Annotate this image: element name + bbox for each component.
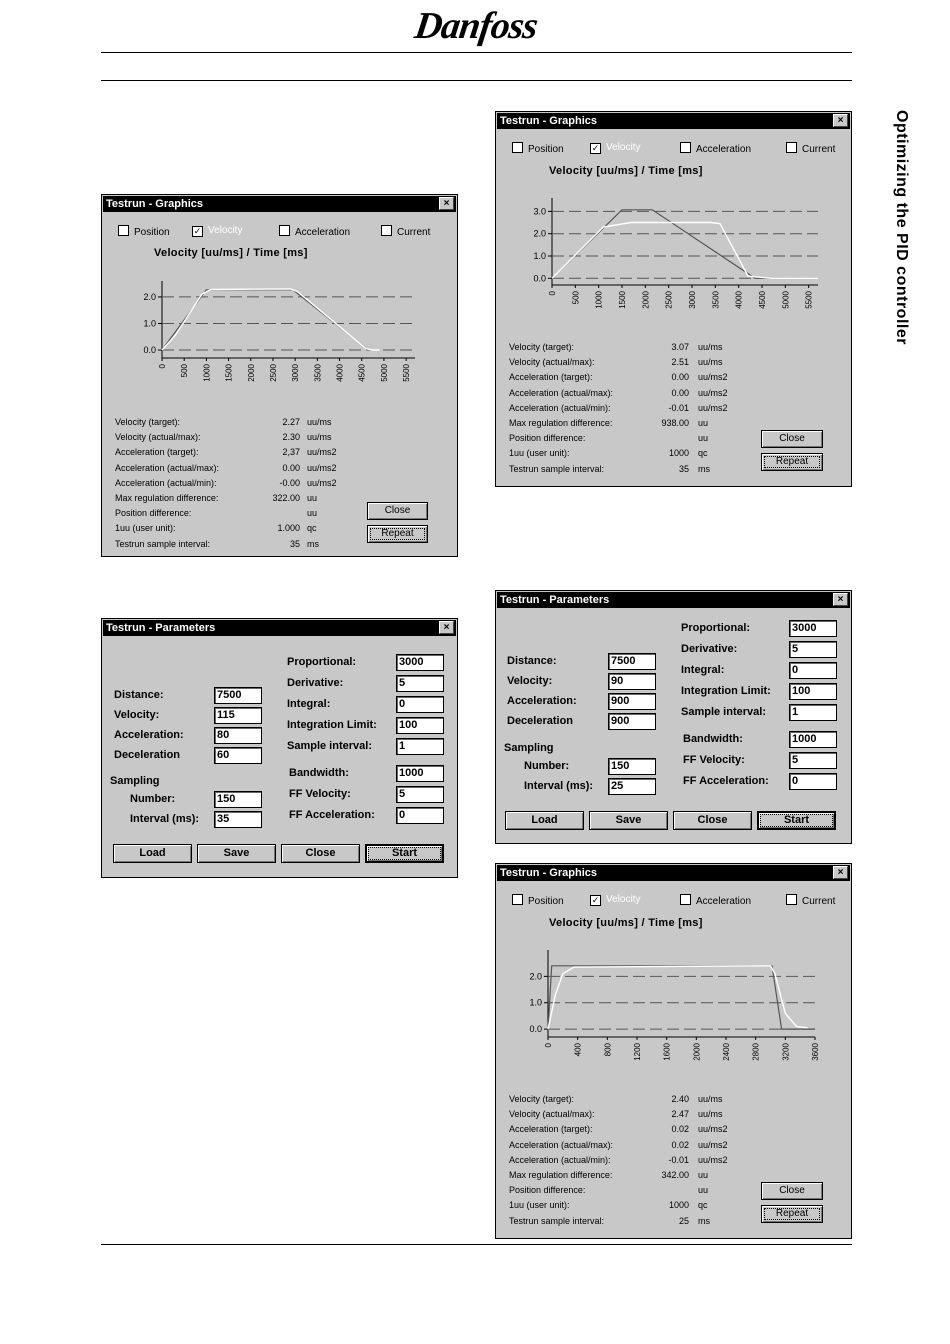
info-value: 2.27 [282, 417, 300, 427]
checkbox-icon [279, 225, 290, 236]
info-row [509, 1153, 739, 1168]
load-button[interactable]: Load [505, 811, 584, 830]
param-input[interactable]: 7500 [214, 687, 262, 704]
param-input[interactable]: 7500 [608, 653, 656, 670]
param-label: Sample interval: [681, 706, 766, 718]
y-tick-label: 0.0 [529, 1024, 542, 1035]
info-row [509, 1092, 739, 1107]
info-unit: ms [698, 463, 710, 474]
info-unit: uu/ms [698, 1109, 723, 1120]
checkbox-current[interactable]: Current [381, 225, 430, 239]
header-rule [101, 52, 852, 53]
info-label: Acceleration (actual/max): [115, 462, 220, 473]
param-input[interactable]: 1000 [396, 765, 444, 782]
param-label: Distance: [507, 655, 557, 667]
info-row [509, 1168, 739, 1183]
x-tick-label: 1200 [633, 1043, 642, 1061]
info-label: Acceleration (actual/min): [509, 1154, 611, 1165]
info-value: 35 [678, 463, 689, 474]
info-unit: uu/ms [307, 417, 332, 427]
info-row [115, 415, 345, 430]
param-label: Acceleration: [114, 729, 184, 741]
param-label: Deceleration [114, 749, 181, 761]
param-label: Acceleration: [507, 695, 577, 707]
x-tick-label: 5500 [402, 364, 412, 382]
close-icon[interactable]: × [833, 866, 848, 879]
x-tick-label: 0 [544, 1043, 553, 1048]
x-tick-label: 4500 [758, 291, 767, 309]
velocity-chart [518, 942, 828, 1082]
info-label: Max regulation difference: [509, 417, 613, 428]
param-input[interactable]: 0 [789, 662, 837, 679]
info-value: 2.51 [671, 357, 689, 368]
info-value: 0.00 [671, 372, 689, 383]
y-tick-label: 2.0 [529, 971, 542, 982]
title-bar: Testrun - Parameters [497, 592, 850, 608]
x-tick-label: 1500 [618, 291, 627, 309]
param-input[interactable]: 60 [214, 747, 262, 764]
param-label: Derivative: [681, 643, 738, 655]
info-row [115, 430, 345, 445]
info-label: Testrun sample interval: [509, 463, 605, 474]
close-button[interactable]: Close [761, 1182, 823, 1200]
info-label: Acceleration (actual/max): [509, 1139, 614, 1150]
param-input[interactable]: 100 [396, 717, 444, 734]
info-label: Position difference: [509, 433, 586, 444]
param-input[interactable]: 0 [789, 773, 837, 790]
param-input[interactable]: 1000 [789, 731, 837, 748]
info-unit: uu [698, 433, 709, 444]
y-tick-label: 3.0 [533, 206, 546, 217]
param-label: Velocity: [114, 709, 160, 721]
info-row [509, 446, 739, 461]
info-row [115, 445, 345, 460]
info-value: 25 [678, 1215, 689, 1226]
info-row [509, 355, 739, 370]
x-tick-label: 3200 [781, 1043, 791, 1061]
checkbox-velocity[interactable]: ✓ Velocity [193, 225, 243, 236]
info-unit: ms [698, 1215, 710, 1226]
repeat-button[interactable]: Repeat [761, 1205, 823, 1223]
start-button[interactable]: Start [365, 844, 444, 863]
x-tick-label: 5000 [781, 291, 791, 309]
checkbox-icon [381, 225, 392, 236]
velocity-chart [132, 271, 427, 411]
checkbox-position[interactable]: Position [512, 894, 564, 908]
info-value: 1000 [668, 448, 689, 459]
checkbox-velocity[interactable]: ✓ Velocity [591, 142, 641, 153]
info-row [115, 461, 345, 476]
param-label: Deceleration [507, 715, 574, 727]
info-label: Acceleration (target): [115, 447, 199, 458]
info-value: 0.02 [671, 1139, 689, 1150]
checkbox-acceleration[interactable]: Acceleration [279, 225, 350, 239]
checkbox-position[interactable]: Position [512, 142, 564, 156]
info-row [509, 462, 739, 477]
x-tick-label: 3500 [313, 364, 323, 382]
info-row [509, 1198, 739, 1213]
checkbox-icon [512, 894, 523, 905]
info-label: Position difference: [115, 508, 192, 519]
info-value: -0.01 [668, 1154, 689, 1165]
info-unit: uu [307, 508, 318, 519]
x-tick-label: 800 [603, 1043, 613, 1057]
checkmark-icon: ✓ [591, 895, 600, 905]
param-input[interactable]: 115 [214, 707, 262, 724]
param-label: FF Acceleration: [683, 775, 769, 787]
info-value: 2,37 [282, 447, 300, 458]
param-label: Proportional: [681, 622, 751, 634]
info-label: 1uu (user unit): [509, 448, 570, 459]
info-list [115, 415, 345, 552]
info-unit: qc [698, 1200, 708, 1211]
param-input[interactable]: 35 [214, 811, 262, 828]
info-unit: uu [698, 417, 709, 428]
info-value: 322.00 [272, 492, 300, 503]
info-unit: uu/ms2 [698, 372, 728, 383]
param-label: Number: [130, 793, 176, 805]
info-label: Testrun sample interval: [509, 1215, 605, 1226]
info-label: Acceleration (actual/min): [115, 477, 217, 488]
info-row [115, 537, 345, 552]
param-label: FF Velocity: [289, 788, 351, 800]
y-tick-label: 1.0 [533, 251, 546, 261]
info-label: Velocity (target): [509, 1094, 575, 1104]
y-tick-label: 1.0 [529, 997, 542, 1008]
info-value: 342.00 [661, 1169, 689, 1180]
param-input[interactable]: 5 [396, 675, 444, 692]
info-unit: uu/ms2 [698, 402, 728, 413]
x-tick-label: 1000 [202, 364, 212, 382]
checkbox-icon [680, 142, 691, 153]
info-row [115, 521, 345, 536]
info-label: Velocity (actual/max): [509, 1109, 595, 1120]
info-label: Max regulation difference: [115, 492, 219, 503]
info-value: -0.00 [279, 477, 300, 488]
close-button[interactable]: Close [367, 502, 428, 520]
info-label: Velocity (target): [115, 417, 181, 427]
info-row [509, 401, 739, 416]
info-unit: uu/ms2 [698, 1139, 728, 1150]
info-unit: uu/ms [698, 357, 723, 368]
checkbox-icon [680, 894, 691, 905]
param-label: Derivative: [287, 677, 344, 689]
series-line-0 [552, 210, 818, 278]
param-input[interactable]: 80 [214, 727, 262, 744]
param-input[interactable]: 0 [396, 807, 444, 824]
info-value: 2.30 [282, 432, 300, 443]
info-unit: qc [307, 523, 317, 534]
x-tick-label: 3600 [811, 1043, 820, 1061]
param-input[interactable]: 900 [608, 693, 656, 710]
checkbox-icon [512, 142, 523, 153]
chart-title: Velocity [uu/ms] / Time [ms] [549, 165, 703, 177]
checkmark-icon: ✓ [193, 226, 202, 236]
close-button[interactable]: Close [761, 430, 823, 448]
info-row [509, 340, 739, 355]
info-label: 1uu (user unit): [115, 523, 176, 534]
info-label: Acceleration (actual/min): [509, 402, 611, 413]
x-tick-label: 2800 [751, 1043, 761, 1061]
param-input[interactable]: 1 [396, 738, 444, 755]
param-input[interactable]: 150 [214, 791, 262, 808]
graphics-dialog-2 [495, 111, 852, 487]
x-tick-label: 3000 [688, 291, 697, 309]
close-icon[interactable]: × [439, 197, 454, 210]
info-unit: uu/ms2 [698, 387, 728, 398]
info-label: Velocity (actual/max): [509, 357, 595, 368]
info-value: 1000 [668, 1200, 689, 1211]
param-label: Velocity: [507, 675, 553, 687]
x-tick-label: 3500 [711, 291, 721, 309]
series-line-0 [162, 290, 368, 350]
checkbox-current[interactable]: Current [786, 142, 835, 156]
chart-title: Velocity [uu/ms] / Time [ms] [549, 917, 703, 929]
info-unit: uu/ms2 [698, 1124, 728, 1135]
param-input[interactable]: 5 [789, 752, 837, 769]
x-tick-label: 5500 [804, 291, 814, 309]
save-button[interactable]: Save [589, 811, 668, 830]
close-icon[interactable]: × [439, 621, 454, 634]
close-icon[interactable]: × [833, 593, 848, 606]
info-row [509, 1107, 739, 1122]
param-input[interactable]: 3000 [396, 654, 444, 671]
footer-rule [101, 1244, 852, 1245]
checkbox-acceleration[interactable]: Acceleration [680, 142, 751, 156]
close-button[interactable]: Close [673, 811, 752, 830]
info-row [509, 1122, 739, 1137]
info-label: 1uu (user unit): [509, 1200, 570, 1211]
param-label: Integration Limit: [681, 685, 771, 697]
graphics-dialog-1 [101, 194, 458, 557]
checkbox-current[interactable]: Current [786, 894, 835, 908]
param-label: Integral: [681, 664, 725, 676]
param-input[interactable]: 100 [789, 683, 837, 700]
x-tick-label: 5000 [379, 364, 389, 382]
checkbox-acceleration[interactable]: Acceleration [680, 894, 751, 908]
series-line-1 [552, 223, 818, 279]
info-row [509, 416, 739, 431]
info-row [115, 491, 345, 506]
info-unit: uu/ms2 [307, 447, 337, 458]
info-label: Velocity (actual/max): [115, 432, 201, 443]
repeat-button[interactable]: Repeat [367, 525, 428, 543]
info-value: -0.01 [668, 402, 689, 413]
velocity-chart [518, 190, 828, 330]
info-unit: ms [307, 538, 319, 549]
x-tick-label: 2500 [664, 291, 674, 309]
x-tick-label: 3000 [291, 364, 301, 382]
info-value: 2.47 [671, 1109, 689, 1120]
series-line-1 [162, 289, 380, 350]
checkbox-icon [786, 894, 797, 905]
info-value: 0.02 [671, 1124, 689, 1135]
x-tick-label: 4000 [734, 291, 744, 309]
param-input[interactable]: 0 [396, 696, 444, 713]
param-label: Number: [524, 760, 570, 772]
param-label: FF Velocity: [683, 754, 745, 766]
param-input[interactable]: 150 [608, 758, 656, 775]
info-label: Max regulation difference: [509, 1169, 613, 1180]
title-bar: Testrun - Graphics [497, 113, 850, 129]
y-tick-label: 0.0 [533, 273, 546, 284]
sampling-label: Sampling [110, 775, 160, 787]
info-row [115, 476, 345, 491]
info-unit: qc [698, 448, 708, 459]
x-tick-label: 500 [180, 364, 190, 378]
series-line-1 [548, 966, 808, 1029]
x-tick-label: 2500 [268, 364, 278, 382]
param-label: Interval (ms): [130, 813, 200, 825]
info-value: 2.40 [671, 1094, 689, 1104]
checkbox-velocity[interactable]: ✓ Velocity [591, 894, 641, 905]
sampling-label: Sampling [504, 742, 554, 754]
param-input[interactable]: 5 [396, 786, 444, 803]
x-tick-label: 0 [548, 291, 557, 296]
info-label: Position difference: [509, 1185, 586, 1196]
info-row [509, 431, 739, 446]
info-unit: uu [698, 1169, 709, 1180]
load-button[interactable]: Load [113, 844, 192, 863]
close-button[interactable]: Close [281, 844, 360, 863]
info-row [509, 1214, 739, 1229]
info-unit: uu/ms [698, 1094, 723, 1104]
title-bar: Testrun - Parameters [103, 620, 456, 636]
param-input[interactable]: 25 [608, 778, 656, 795]
info-label: Acceleration (target): [509, 372, 593, 383]
info-unit: uu/ms2 [698, 1154, 728, 1165]
danfoss-logo: Danfoss [412, 5, 540, 47]
header-rule-2 [101, 80, 852, 81]
param-label: Distance: [114, 689, 164, 701]
info-unit: uu [307, 492, 318, 503]
parameters-dialog-1 [101, 618, 458, 878]
y-tick-label: 0.0 [143, 345, 156, 356]
x-tick-label: 4000 [335, 364, 345, 382]
title-bar: Testrun - Graphics [103, 196, 456, 212]
info-value: 0.00 [671, 387, 689, 398]
x-tick-label: 2400 [722, 1043, 731, 1061]
close-icon[interactable]: × [833, 114, 848, 127]
param-label: Bandwidth: [289, 767, 349, 779]
param-label: Integral: [287, 698, 331, 710]
x-tick-label: 500 [571, 291, 581, 305]
save-button[interactable]: Save [197, 844, 276, 863]
info-value: 0.00 [282, 462, 300, 473]
info-unit: uu/ms [698, 342, 723, 352]
x-tick-label: 2000 [692, 1043, 702, 1061]
param-label: Interval (ms): [524, 780, 594, 792]
x-tick-label: 4500 [357, 364, 367, 382]
info-row [509, 1183, 739, 1198]
param-label: Sample interval: [287, 740, 372, 752]
param-label: Bandwidth: [683, 733, 743, 745]
x-tick-label: 1000 [594, 291, 604, 309]
info-value: 35 [289, 538, 300, 549]
title-bar: Testrun - Graphics [497, 865, 850, 881]
parameters-dialog-2 [495, 590, 852, 844]
checkbox-icon [786, 142, 797, 153]
x-tick-label: 1600 [662, 1043, 672, 1061]
info-row [115, 506, 345, 521]
y-tick-label: 1.0 [143, 318, 156, 329]
checkbox-position[interactable]: Position [118, 225, 170, 239]
info-label: Velocity (target): [509, 342, 575, 352]
x-tick-label: 1500 [224, 364, 234, 382]
info-list [509, 340, 739, 477]
param-input[interactable]: 900 [608, 713, 656, 730]
start-button[interactable]: Start [757, 811, 836, 830]
checkmark-icon: ✓ [591, 143, 600, 153]
info-label: Acceleration (target): [509, 1124, 593, 1135]
info-label: Testrun sample interval: [115, 538, 211, 549]
param-label: FF Acceleration: [289, 809, 375, 821]
info-list [509, 1092, 739, 1229]
info-row [509, 1138, 739, 1153]
y-tick-label: 2.0 [143, 291, 156, 302]
info-label: Acceleration (actual/max): [509, 387, 614, 398]
info-row [509, 370, 739, 385]
info-value: 938.00 [661, 417, 689, 428]
x-tick-label: 2000 [246, 364, 256, 382]
param-input[interactable]: 1 [789, 704, 837, 721]
chart-title: Velocity [uu/ms] / Time [ms] [154, 247, 308, 259]
info-value: 3.07 [671, 342, 689, 352]
y-tick-label: 2.0 [533, 228, 546, 239]
info-unit: uu/ms2 [307, 477, 337, 488]
param-label: Proportional: [287, 656, 357, 668]
param-input[interactable]: 5 [789, 641, 837, 658]
x-tick-label: 2000 [641, 291, 651, 309]
repeat-button[interactable]: Repeat [761, 453, 823, 471]
info-row [509, 386, 739, 401]
x-tick-label: 0 [158, 364, 167, 369]
checkbox-icon [118, 225, 129, 236]
param-input[interactable]: 90 [608, 673, 656, 690]
side-title: Optimizing the PID controller [893, 110, 910, 345]
param-input[interactable]: 3000 [789, 620, 837, 637]
x-tick-label: 400 [573, 1043, 583, 1057]
info-value: 1.000 [277, 523, 300, 534]
info-unit: uu/ms2 [307, 462, 337, 473]
graphics-dialog-3 [495, 863, 852, 1239]
info-unit: uu/ms [307, 432, 332, 443]
info-unit: uu [698, 1185, 709, 1196]
param-label: Integration Limit: [287, 719, 377, 731]
